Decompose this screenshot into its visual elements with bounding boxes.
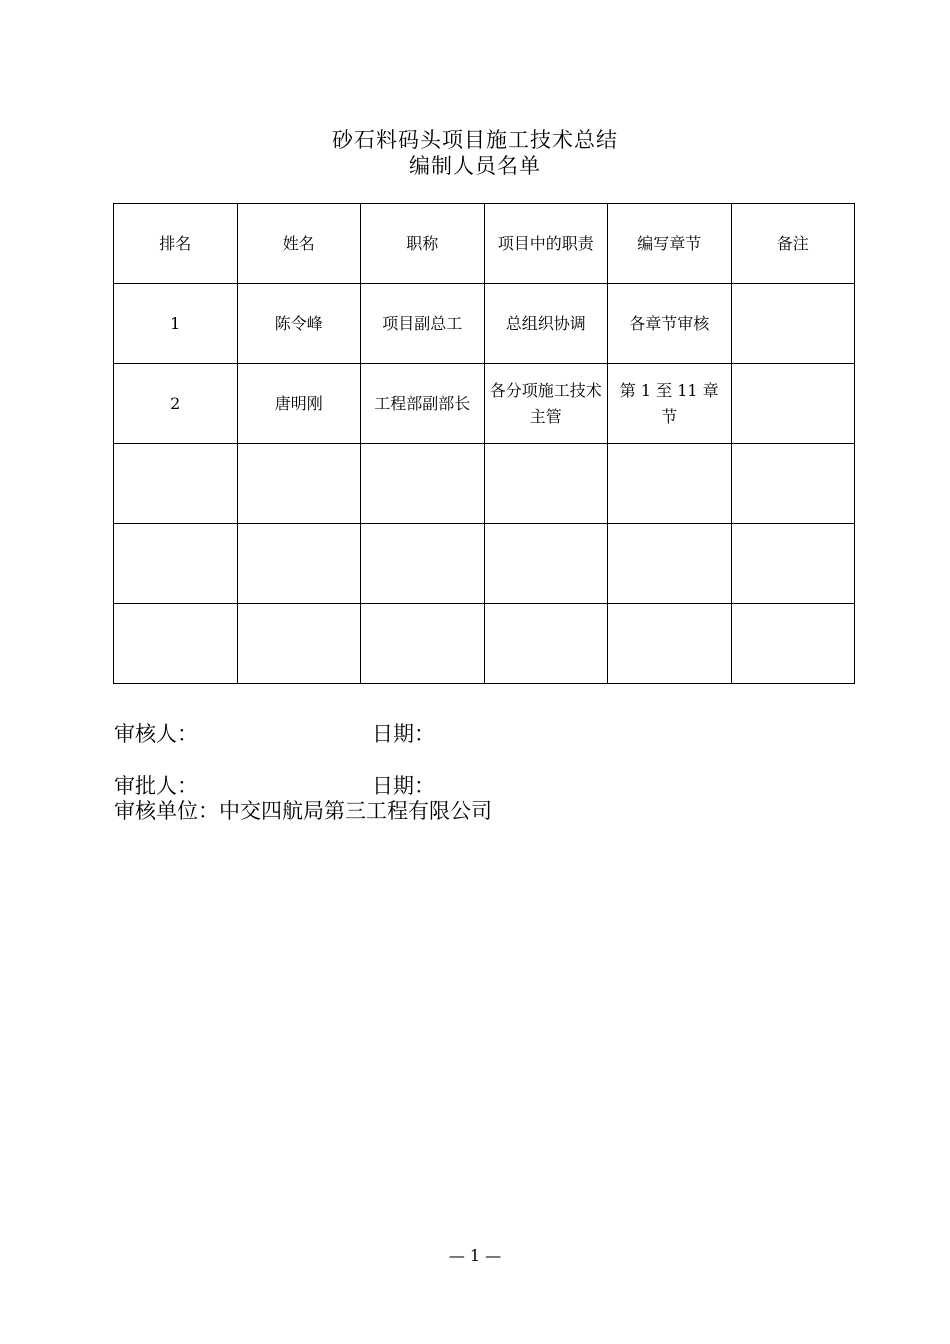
cell-remarks <box>731 604 855 684</box>
cell-name <box>237 444 361 524</box>
cell-name <box>237 604 361 684</box>
cell-title <box>361 444 485 524</box>
reviewer-label: 审核人： <box>114 722 198 746</box>
cell-rank: 2 <box>114 364 238 444</box>
table-row <box>114 444 855 524</box>
cell-rank <box>114 444 238 524</box>
header-remarks: 备注 <box>731 204 855 284</box>
cell-chapters <box>608 604 732 684</box>
header-name: 姓名 <box>237 204 361 284</box>
approver-date-label: 日期： <box>372 774 435 798</box>
cell-name: 陈令峰 <box>237 284 361 364</box>
document-subtitle: 编制人员名单 <box>409 154 541 178</box>
cell-rank <box>114 604 238 684</box>
cell-duty <box>484 604 608 684</box>
table-row <box>114 364 855 444</box>
reviewer-date-label: 日期： <box>372 722 435 746</box>
table-header-row <box>114 204 855 284</box>
cell-remarks <box>731 364 855 444</box>
cell-chapters: 第 1 至 11 章节 <box>608 364 732 444</box>
table-row <box>114 284 855 364</box>
document-title: 砂石料码头项目施工技术总结 <box>332 128 618 152</box>
cell-name <box>237 524 361 604</box>
cell-title <box>361 524 485 604</box>
cell-remarks <box>731 524 855 604</box>
cell-name: 唐明刚 <box>237 364 361 444</box>
cell-chapters <box>608 444 732 524</box>
cell-remarks <box>731 284 855 364</box>
cell-duty: 各分项施工技术主管 <box>484 364 608 444</box>
header-chapters: 编写章节 <box>608 204 732 284</box>
header-title: 职称 <box>361 204 485 284</box>
cell-duty: 总组织协调 <box>484 284 608 364</box>
table-row <box>114 524 855 604</box>
staff-roster-table <box>113 203 855 684</box>
cell-rank <box>114 524 238 604</box>
cell-chapters <box>608 524 732 604</box>
cell-title: 工程部副部长 <box>361 364 485 444</box>
cell-duty <box>484 524 608 604</box>
cell-remarks <box>731 444 855 524</box>
approver-label: 审批人： <box>114 774 198 798</box>
table-row <box>114 604 855 684</box>
cell-title <box>361 604 485 684</box>
cell-duty <box>484 444 608 524</box>
header-duty: 项目中的职责 <box>484 204 608 284</box>
cell-rank: 1 <box>114 284 238 364</box>
page-number: — 1 — <box>448 1246 502 1265</box>
review-unit-label: 审核单位：中交四航局第三工程有限公司 <box>114 799 492 823</box>
cell-chapters: 各章节审核 <box>608 284 732 364</box>
cell-title: 项目副总工 <box>361 284 485 364</box>
header-rank: 排名 <box>114 204 238 284</box>
